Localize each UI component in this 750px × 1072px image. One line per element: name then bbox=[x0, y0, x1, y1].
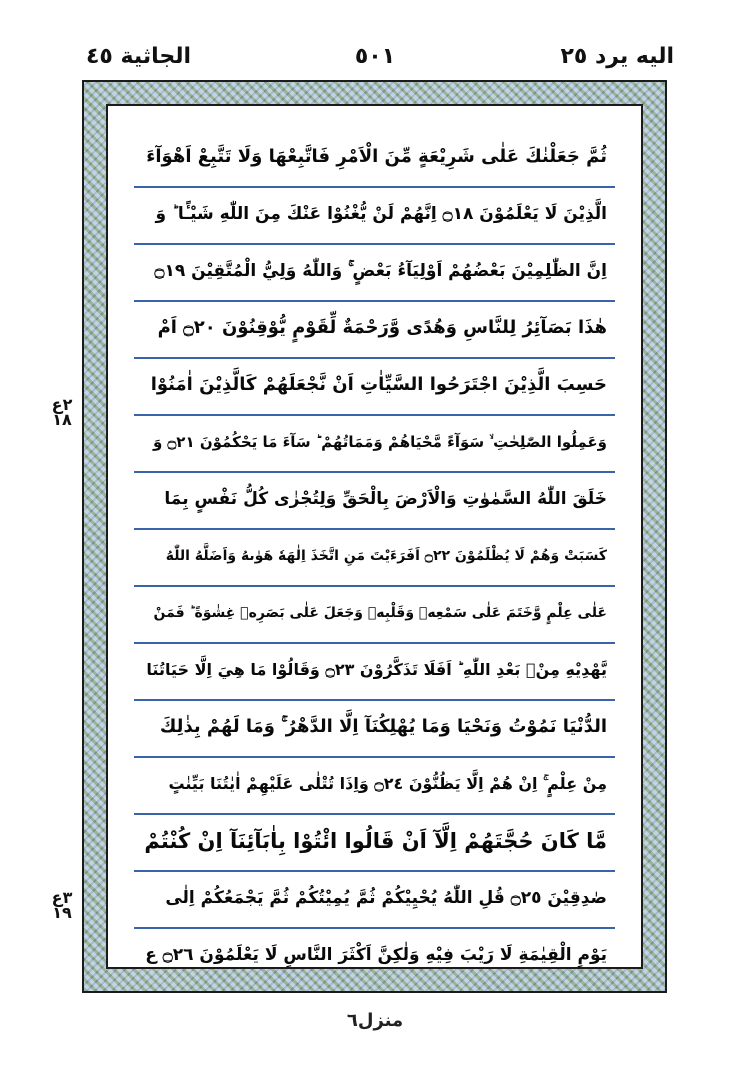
verse-line: عَلٰى عِلْمٍ وَّخَتَمَ عَلٰى سَمْعِهٖ وَقَلْبِهٖ وَجَعَلَ عَلٰى بَصَرِهٖ غِشٰوَةً ؕ فَمَنْ bbox=[134, 588, 615, 644]
ruku-marker: ٢ع ١٨ bbox=[51, 395, 73, 429]
juz-name: اليه يرد ٢٥ bbox=[560, 44, 674, 69]
verse-lines bbox=[134, 132, 615, 965]
verse-line: كَسَبَتْ وَهُمْ لَا يُظْلَمُوْنَ ۝٢٢ اَفَرَءَيْتَ مَنِ اتَّخَذَ اِلٰهَهٗ هَوٰىهُ وَاَضَلَّهُ اللّٰهُ bbox=[134, 531, 615, 587]
verse-line: هٰذَا بَصَآئِرُ لِلنَّاسِ وَهُدًى وَّرَحْمَةٌ لِّقَوْمٍ يُّوْقِنُوْنَ ۝٢٠ اَمْ bbox=[134, 303, 615, 359]
verse-line: حَسِبَ الَّذِيْنَ اجْتَرَحُوا السَّيِّاٰتِ اَنْ نَّجْعَلَهُمْ كَالَّذِيْنَ اٰمَنُوْا bbox=[134, 360, 615, 416]
ruku-marker: ٣ع ١٩ bbox=[51, 888, 73, 922]
verse-line: مَّا كَانَ حُجَّتَهُمْ اِلَّآ اَنْ قَالُوا ائْتُوْا بِاٰبَآئِنَآ اِنْ كُنْتُمْ bbox=[134, 816, 615, 872]
manzil-label: منزل٦ bbox=[346, 1010, 404, 1031]
verse-line: يَوْمِ الْقِيٰمَةِ لَا رَيْبَ فِيْهِ وَلٰكِنَّ اَكْثَرَ النَّاسِ لَا يَعْلَمُوْنَ ۝٢٦ ع bbox=[145, 945, 607, 965]
verse-line: ثُمَّ جَعَلْنٰكَ عَلٰى شَرِيْعَةٍ مِّنَ الْاَمْرِ فَاتَّبِعْهَا وَلَا تَتَّبِعْ اَهْوَآءَ bbox=[134, 132, 615, 188]
page-number: ٥٠١ bbox=[354, 44, 396, 69]
verse-line: وَعَمِلُوا الصّٰلِحٰتِ ۙ سَوَآءً مَّحْيَاهُمْ وَمَمَاتُهُمْ ؕ سَآءَ مَا يَحْكُمُوْنَ ۝٢١ وَ bbox=[134, 417, 615, 473]
verse-line: صٰدِقِيْنَ ۝٢٥ قُلِ اللّٰهُ يُحْيِيْكُمْ ثُمَّ يُمِيْتُكُمْ ثُمَّ يَجْمَعُكُمْ اِلٰى bbox=[134, 873, 615, 929]
verse-line: اِنَّ الظّٰلِمِيْنَ بَعْضُهُمْ اَوْلِيَآءُ بَعْضٍ ۚ وَاللّٰهُ وَلِيُّ الْمُتَّقِيْنَ ۝١٩ bbox=[134, 246, 615, 302]
text-panel bbox=[106, 104, 643, 969]
surah-name: الجاثية ٤٥ bbox=[86, 44, 192, 69]
verse-line: الدُّنْيَا نَمُوْتُ وَنَحْيَا وَمَا يُهْلِكُنَآ اِلَّا الدَّهْرُ ۚ وَمَا لَهُمْ بِذٰلِكَ bbox=[134, 702, 615, 758]
verse-line: مِنْ عِلْمٍ ۚ اِنْ هُمْ اِلَّا يَظُنُّوْنَ ۝٢٤ وَاِذَا تُتْلٰى عَلَيْهِمْ اٰيٰتُنَا بَيِّنٰتٍ bbox=[134, 759, 615, 815]
verse-line: خَلَقَ اللّٰهُ السَّمٰوٰتِ وَالْاَرْضَ بِالْحَقِّ وَلِتُجْزٰى كُلُّ نَفْسٍ بِمَا bbox=[134, 474, 615, 530]
verse-line: الَّذِيْنَ لَا يَعْلَمُوْنَ ۝١٨ اِنَّهُمْ لَنْ يُّغْنُوْا عَنْكَ مِنَ اللّٰهِ شَيْـًٔا ؕ وَ bbox=[134, 189, 615, 245]
verse-line: يَّهْدِيْهِ مِنْۢ بَعْدِ اللّٰهِ ؕ اَفَلَا تَذَكَّرُوْنَ ۝٢٣ وَقَالُوْا مَا هِيَ اِلَّا حَيَاتُنَا bbox=[134, 645, 615, 701]
page-header bbox=[0, 40, 750, 80]
ornamental-border bbox=[82, 80, 667, 993]
